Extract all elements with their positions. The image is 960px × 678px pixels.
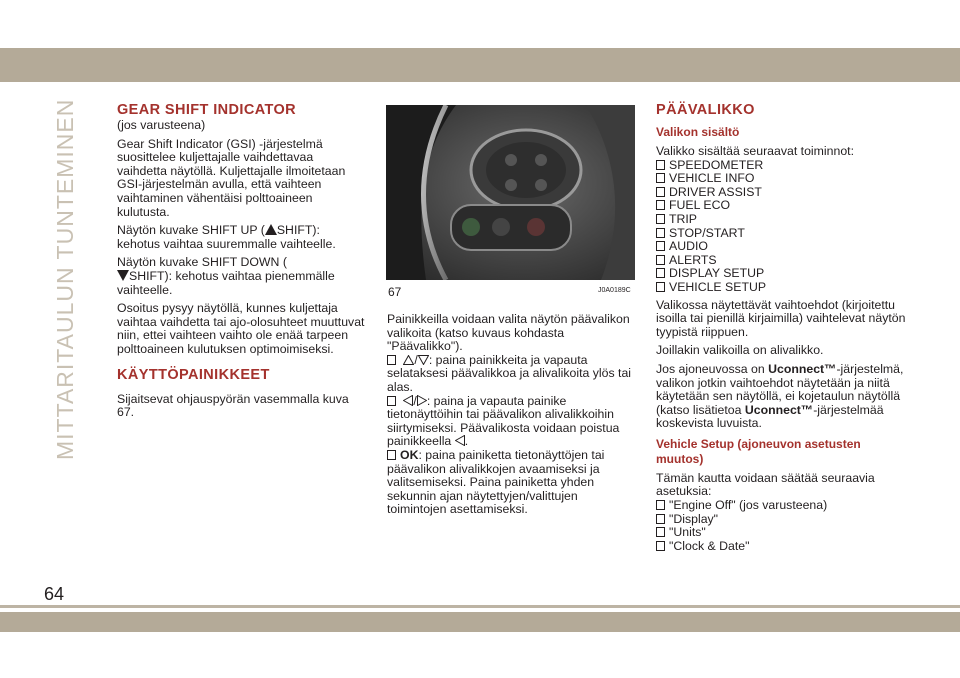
left-column [117,103,365,425]
middle-column [387,313,637,522]
controls-bullet-ok [387,449,637,517]
list-item [656,513,906,527]
bullet-icon [387,355,396,365]
bullet-icon [656,200,665,210]
menu-paragraph-3 [656,363,906,431]
bullet-icon [656,241,665,251]
uconnect-text-c: -järjestelmää koskevista luvuista. [656,402,884,431]
bullet-icon [656,541,665,551]
list-item [656,540,906,554]
list-item [656,240,906,254]
bullet-icon [656,500,665,510]
sentence-end: . [464,434,469,449]
menu-paragraph-1: Valikossa näytettävät vaihtoehdot (kirjoitettu isoilla tai pienillä kirjaimilla) vaihtelevat näytön tyypistä riippuen. [656,297,906,339]
setting-label: "Clock & Date" [669,538,750,553]
list-item [656,281,906,295]
list-item [656,199,906,213]
menu-item-label: VEHICLE SETUP [669,279,767,294]
shift-up-icon [265,224,277,235]
list-item [656,213,906,227]
bullet-icon [656,187,665,197]
vehicle-setup-intro: Tämän kautta voidaan säätää seuraavia asetuksia: [656,470,875,499]
bullet-icon [656,514,665,524]
shift-down-text-a: Näytön kuvake SHIFT DOWN ( [117,255,287,270]
list-item [656,159,906,173]
menu-item-label: ALERTS [669,252,717,267]
shift-up-text-a: Näytön kuvake SHIFT UP ( [117,223,265,238]
menu-items-list [656,159,906,295]
settings-list [656,499,906,553]
section-heading-controls: KÄYTTÖPAINIKKEET [117,366,270,383]
uconnect-text-a: Jos ajoneuvossa on [656,361,769,376]
list-item [656,172,906,186]
steering-wheel-controls-photo [386,105,635,280]
bullet-icon [656,214,665,224]
bullet-icon [387,450,396,460]
uconnect-brand: Uconnect™ [744,402,814,417]
steering-wheel-illustration [386,105,635,280]
right-column [656,103,906,553]
menu-item-label: SPEEDOMETER [669,157,764,172]
gsi-paragraph-2 [117,224,365,251]
list-item [656,227,906,241]
bullet-icon [387,396,396,406]
bullet-icon [656,268,665,278]
bullet-icon [656,255,665,265]
shift-down-icon [117,270,129,281]
setting-label: "Units" [669,525,706,540]
shift-up-text-b: SHIFT): [276,223,320,238]
menu-item-label: VEHICLE INFO [669,171,755,186]
menu-item-label: TRIP [669,211,698,226]
list-item [656,186,906,200]
menu-intro: Valikko sisältää seuraavat toiminnot: [656,144,854,158]
controls-bullet-left-right [387,395,637,449]
bullet-icon [656,173,665,183]
left-right-description: : paina ja vapauta painike tietonäyttöihin tai päävalikon alivalikkoihin siirtymiseksi. Päävalikosta voidaan poistua painikkeella [387,393,620,449]
menu-item-label: DISPLAY SETUP [669,266,765,281]
gsi-paragraph-4: Osoitus pysyy näytöllä, kunnes kuljettaja vaihtaa vaihdetta tai ajo-olosuhteet muuttuvat niin, ettei vaihteen vaihto ole enää tarpeen polttoaineen kulutuksen optimoimiseksi. [117,301,365,356]
right-arrow-icon [417,395,427,406]
list-item [656,254,906,268]
page-number: 64 [44,584,65,604]
menu-item-label: AUDIO [669,239,708,254]
controls-paragraph: Sijaitsevat ohjauspyörän vasemmalla kuva 67. [117,391,349,420]
menu-item-label: FUEL ECO [669,198,731,213]
separator: / [413,393,417,408]
uconnect-text-b: -järjestelmä, valikon jotkin vaihtoehdot näytetään ja niitä käytetään sen näytöllä, ei kojetaulun näytöllä (katso lisätietoa [656,361,904,417]
left-arrow-icon [455,435,465,446]
menu-item-label: DRIVER ASSIST [669,184,762,199]
bullet-icon [656,282,665,292]
setting-label: "Engine Off" (jos varusteena) [669,498,828,513]
chapter-title: MITTARITAULUN TUNTEMINEN [52,98,78,460]
separator: / [414,352,418,367]
bullet-icon [656,228,665,238]
section-heading-main-menu: PÄÄVALIKKO [656,102,755,118]
figure-number: 67 [388,285,402,299]
ok-description: : paina painiketta tietonäyttöjen tai päävalikon alivalikkojen avaamiseksi ja valitsemiseksi. Paina painiketta yhden sekunnin ajan näytettyjen/valittujen toimintojen asettamiseksi. [387,447,605,517]
gsi-paragraph-1: Gear Shift Indicator (GSI) -järjestelmä suosittelee kuljettajalle vaihdettavaa vaihdetta näytöllä. Kuljettajalle ilmoitetaan GSI-järjestelmän avulla, että vaihteen vaihtaminen vähentäisi polttoaineen kulutusta. [117,136,346,219]
section-heading-gsi: GEAR SHIFT INDICATOR [117,102,297,118]
menu-paragraph-2: Joillakin valikoilla on alivalikko. [656,343,824,358]
bullet-icon [656,527,665,537]
ok-label: OK [400,447,419,462]
shift-down-text-b: SHIFT): kehotus vaihtaa pienemmälle vaihteelle. [117,268,335,297]
figure-code: J0A0189C [598,287,631,294]
menu-contents-subheading: Valikon sisältö [656,125,740,139]
setting-label: "Display" [669,511,719,526]
down-arrow-icon [418,355,429,365]
list-item [656,267,906,281]
header-band [0,48,960,82]
menu-item-label: STOP/START [669,225,745,240]
bullet-icon [656,160,665,170]
controls-bullet-up-down [387,354,637,395]
footer-rule [0,605,960,608]
uconnect-brand: Uconnect™ [768,361,837,376]
gsi-paragraph-3 [117,256,365,297]
up-arrow-icon [403,355,414,365]
up-down-description: : paina painikkeita ja vapauta selataksesi päävalikkoa ja alivalikoita ylös tai alas. [387,352,632,394]
footer-band [0,612,960,632]
shift-up-text-c: kehotus vaihtaa suuremmalle vaihteelle. [117,236,336,251]
list-item [656,499,906,513]
controls-intro: Painikkeilla voidaan valita näytön päävalikon valikoita (katso kuvaus kohdasta "Päävalikko"). [387,312,630,354]
left-arrow-icon [403,395,413,406]
vehicle-setup-subheading: Vehicle Setup (ajoneuvon asetusten muutos) [656,436,861,466]
gsi-subheading: (jos varusteena) [117,118,206,132]
list-item [656,526,906,540]
